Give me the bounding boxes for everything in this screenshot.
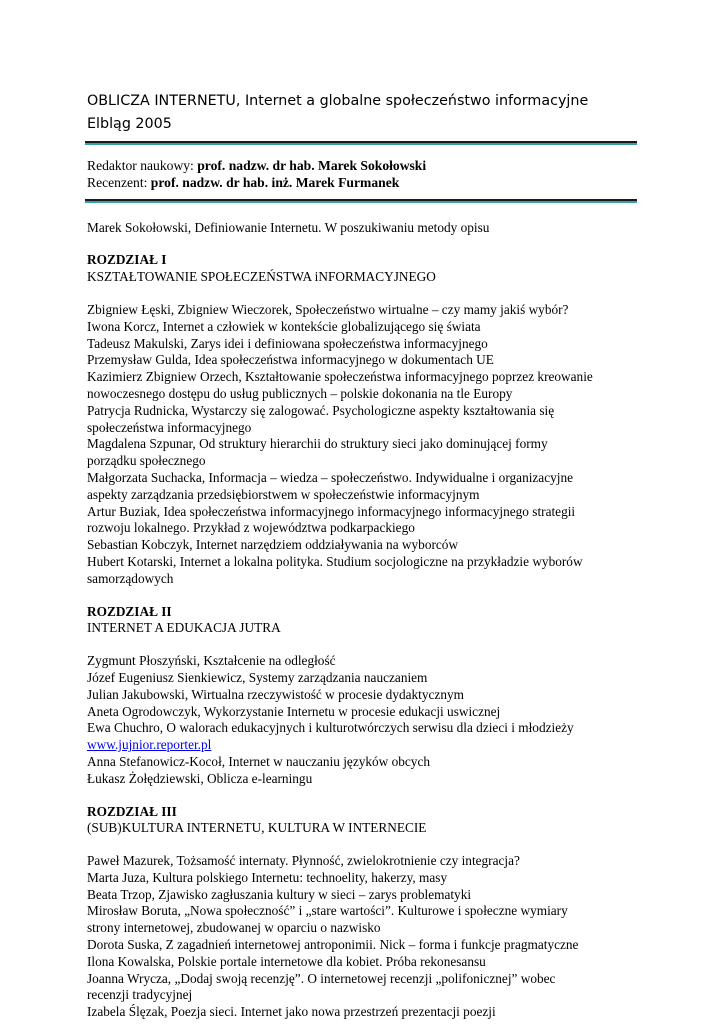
toc-entry-line: Hubert Kotarski, Internet a lokalna polityka. Studium socjologiczne na przykładzie wyborów	[87, 553, 583, 569]
toc-entry	[87, 537, 687, 554]
toc-entry	[87, 937, 687, 954]
toc-entry-line: strony internetowej, zbudowanej w oparciu o nazwisko	[87, 920, 381, 936]
reviewer-name: prof. nadzw. dr hab. inż. Marek Furmanek	[150, 174, 400, 190]
toc-entry	[87, 903, 687, 937]
toc-entry	[87, 403, 687, 437]
toc-entry-line: Paweł Mazurek, Tożsamość internaty. Płynność, zwielokrotnienie czy integracja?	[87, 853, 520, 869]
toc-entry	[87, 687, 687, 704]
toc-entry	[87, 504, 687, 538]
editor-name: prof. nadzw. dr hab. Marek Sokołowski	[197, 158, 427, 173]
title-line-1: OBLICZA INTERNETU, Internet a globalne społeczeństwo informacyjne	[87, 93, 589, 109]
toc-entry	[87, 704, 687, 721]
toc-entry	[87, 853, 687, 870]
intro-entry: Marek Sokołowski, Definiowanie Internetu. W poszukiwaniu metody opisu	[87, 219, 490, 235]
table-of-contents	[87, 220, 687, 1021]
toc-entry	[87, 369, 687, 403]
toc-entry	[87, 754, 687, 771]
toc-entry-line: Dorota Suska, Z zagadnień internetowej antroponimii. Nick – forma i funkcje pragmatyczne	[87, 937, 579, 953]
chapter-label: ROZDZIAŁ III	[87, 803, 177, 819]
reviewer-label: Recenzent:	[87, 174, 148, 190]
toc-entry-line: nowoczesnego dostępu do usług publicznych – polskie dokonania na tle Europy	[87, 385, 513, 401]
toc-entry-line: Magdalena Szpunar, Od struktury hierarchii do struktury sieci jako dominującej formy	[87, 436, 548, 452]
toc-entry-line: Artur Buziak, Idea społeczeństwa informacyjnego informacyjnego informacyjnego strategii	[87, 503, 576, 519]
toc-entry-line: rozwoju lokalnego. Przykład z województwa podkarpackiego	[87, 520, 415, 536]
toc-entry-line: Julian Jakubowski, Wirtualna rzeczywistość w procesie dydaktycznym	[87, 686, 464, 702]
toc-entry	[87, 302, 687, 319]
toc-entry-line: Zbigniew Łęski, Zbigniew Wieczorek, Społeczeństwo wirtualne – czy mamy jakiś wybór?	[87, 301, 569, 317]
toc-entry-line: Ewa Chuchro, O walorach edukacyjnych i kulturotwórczych serwisu dla dzieci i młodzieży	[87, 720, 574, 736]
toc-entry	[87, 720, 687, 737]
toc-entry-line: Zygmunt Płoszyński, Kształcenie na odległość	[87, 653, 336, 669]
toc-entry-line: Izabela Ślęzak, Poezja sieci. Internet jako nowa przestrzeń prezentacji poezji	[87, 1004, 496, 1020]
toc-entry-line: społeczeństwa informacyjnego	[87, 419, 252, 435]
toc-entry	[87, 870, 687, 887]
toc-entry-line: Sebastian Kobczyk, Internet narzędziem oddziaływania na wyborców	[87, 537, 459, 553]
toc-entry	[87, 470, 687, 504]
chapter-section	[87, 604, 687, 788]
toc-entry-line: Józef Eugeniusz Sienkiewicz, Systemy zarządzania nauczaniem	[87, 669, 428, 685]
toc-entry-line: Małgorzata Suchacka, Informacja – wiedza – społeczeństwo. Indywidualne i organizacyjne	[87, 469, 574, 485]
toc-entry-line: aspekty zarządzania przedsiębiorstwem w społeczeństwie informacyjnym	[87, 486, 480, 502]
toc-entry-line: Kazimierz Zbigniew Orzech, Kształtowanie społeczeństwa informacyjnego poprzez kreowanie	[87, 369, 593, 385]
toc-entry	[87, 319, 687, 336]
toc-entry-line: Aneta Ogrodowczyk, Wykorzystanie Internetu w procesie edukacji uswicznej	[87, 703, 501, 719]
toc-entry-line: Przemysław Gulda, Idea społeczeństwa informacyjnego w dokumentach UE	[87, 352, 494, 368]
toc-entry-line: Joanna Wrycza, „Dodaj swoją recenzję”. O internetowej recenzji „polifonicznej” wobec	[87, 970, 556, 986]
document-body	[87, 90, 687, 1021]
toc-entry-line: porządku społecznego	[87, 453, 206, 469]
toc-entry-line: Łukasz Żołędziewski, Oblicza e-learningu	[87, 770, 313, 786]
toc-entry-line: Tadeusz Makulski, Zarys idei i definiowana społeczeństwa informacyjnego	[87, 335, 488, 351]
toc-entry	[87, 1004, 687, 1021]
toc-entry-line: Ilona Kowalska, Polskie portale internetowe dla kobiet. Próba rekonesansu	[87, 953, 486, 969]
toc-entry-line: Beata Trzop, Zjawisko zagłuszania kultury w sieci – zarys problematyki	[87, 886, 472, 902]
editor-label: Redaktor naukowy:	[87, 158, 194, 173]
toc-entry-line: Iwona Korcz, Internet a człowiek w kontekście globalizującego się świata	[87, 318, 481, 334]
toc-entry	[87, 670, 687, 687]
chapter-label: ROZDZIAŁ II	[87, 603, 172, 619]
chapter-entries	[87, 302, 687, 588]
toc-entry-line: samorządowych	[87, 570, 174, 586]
chapter-entries	[87, 653, 687, 787]
credits-divider	[85, 199, 637, 204]
toc-entry-line: Anna Stefanowicz-Kocoł, Internet w nauczaniu języków obcych	[87, 753, 430, 769]
toc-entry-line: Marta Juza, Kultura polskiego Internetu: technoelity, hakerzy, masy	[87, 869, 448, 885]
toc-entry-line: recenzji tradycyjnej	[87, 987, 193, 1003]
credits-block	[87, 158, 687, 192]
toc-entry	[87, 336, 687, 353]
toc-entry	[87, 771, 687, 788]
editor-line	[87, 158, 687, 175]
chapter-entries	[87, 853, 687, 1021]
chapter-section	[87, 252, 687, 587]
title-line-2: Elbląg 2005	[87, 116, 172, 132]
chapter-title: INTERNET A EDUKACJA JUTRA	[87, 620, 281, 636]
chapter-label: ROZDZIAŁ I	[87, 252, 167, 268]
toc-entry	[87, 436, 687, 470]
toc-entry-line: Patrycja Rudnicka, Wystarczy się zalogować. Psychologiczne aspekty kształtowania się	[87, 402, 555, 418]
toc-entry	[87, 554, 687, 588]
chapter-title: KSZTAŁTOWANIE SPOŁECZEŃSTWA iNFORMACYJNEGO	[87, 269, 436, 285]
toc-entry	[87, 971, 687, 1005]
chapters-list	[87, 252, 687, 1021]
toc-entry	[87, 954, 687, 971]
website-link[interactable]: www.jujnior.reporter.pl	[87, 737, 212, 753]
toc-entry	[87, 887, 687, 904]
chapter-section	[87, 804, 687, 1022]
toc-entry	[87, 352, 687, 369]
header-divider	[85, 141, 637, 146]
reviewer-line	[87, 175, 687, 192]
chapter-title: (SUB)KULTURA INTERNETU, KULTURA W INTERNECIE	[87, 820, 427, 836]
toc-entry	[87, 653, 687, 670]
toc-entry-line: Mirosław Boruta, „Nowa społeczność” i „stare wartości”. Kulturowe i społeczne wymiary	[87, 903, 568, 919]
